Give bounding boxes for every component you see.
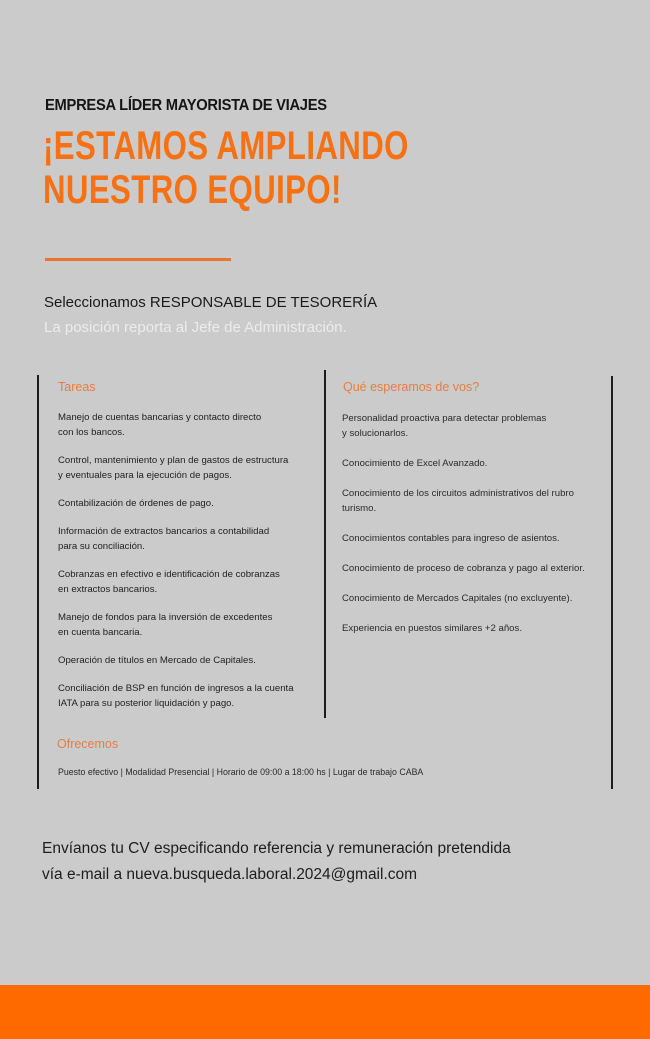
offer-title: Ofrecemos: [57, 737, 119, 751]
reports-to: La posición reporta al Jefe de Administración.: [44, 319, 347, 336]
accent-rule: [45, 258, 231, 261]
call-to-action: [42, 836, 511, 888]
expectation-item: Conocimiento de Excel Avanzado.: [342, 458, 488, 469]
tasks-title: Tareas: [58, 380, 96, 394]
cta-line-1: Envíanos tu CV especificando referencia y remuneración pretendida: [42, 840, 511, 857]
frame-left-border: [37, 375, 39, 789]
cta-line-2: vía e-mail a nueva.busqueda.laboral.2024@gmail.com: [42, 866, 418, 883]
frame-right-border: [611, 376, 613, 789]
expectation-item: Conocimiento de Mercados Capitales (no excluyente).: [342, 593, 573, 604]
footer-bar: [0, 985, 650, 1039]
expectations-list: [342, 411, 607, 651]
expectation-item: Conocimiento de proceso de cobranza y pago al exterior.: [342, 563, 585, 574]
task-item: Información de extractos bancarios a contabilidad para su conciliación.: [58, 526, 270, 552]
expectation-item: Personalidad proactiva para detectar problemas y solucionarlos.: [342, 413, 547, 439]
expectations-title: Qué esperamos de vos?: [343, 380, 480, 394]
column-divider: [324, 370, 326, 718]
expectation-item: Conocimientos contables para ingreso de asientos.: [342, 533, 560, 544]
task-item: Cobranzas en efectivo e identificación de cobranzas en extractos bancarios.: [58, 569, 280, 595]
task-item: Conciliación de BSP en función de ingresos a la cuenta IATA para su posterior liquidación y pago.: [58, 683, 294, 709]
expectation-item: Conocimiento de los circuitos administrativos del rubro turismo.: [342, 488, 574, 514]
headline: [43, 124, 409, 212]
task-item: Manejo de cuentas bancarias y contacto directo con los bancos.: [58, 412, 262, 438]
offer-details: Puesto efectivo | Modalidad Presencial | Horario de 09:00 a 18:00 hs | Lugar de trabajo CABA: [58, 767, 424, 777]
headline-line-2: NUESTRO EQUIPO!: [43, 168, 342, 212]
expectation-item: Experiencia en puestos similares +2 años.: [342, 623, 522, 634]
headline-line-1: ¡ESTAMOS AMPLIANDO: [43, 124, 409, 168]
position-title: Seleccionamos RESPONSABLE DE TESORERÍA: [44, 294, 378, 311]
task-item: Control, mantenimiento y plan de gastos de estructura y eventuales para la ejecución de pagos.: [58, 455, 289, 481]
task-item: Operación de títulos en Mercado de Capitales.: [58, 655, 256, 666]
task-item: Manejo de fondos para la inversión de excedentes en cuenta bancaria.: [58, 612, 273, 638]
tasks-list: [58, 410, 320, 724]
company-kicker: EMPRESA LÍDER MAYORISTA DE VIAJES: [45, 97, 327, 114]
task-item: Contabilización de órdenes de pago.: [58, 498, 214, 509]
